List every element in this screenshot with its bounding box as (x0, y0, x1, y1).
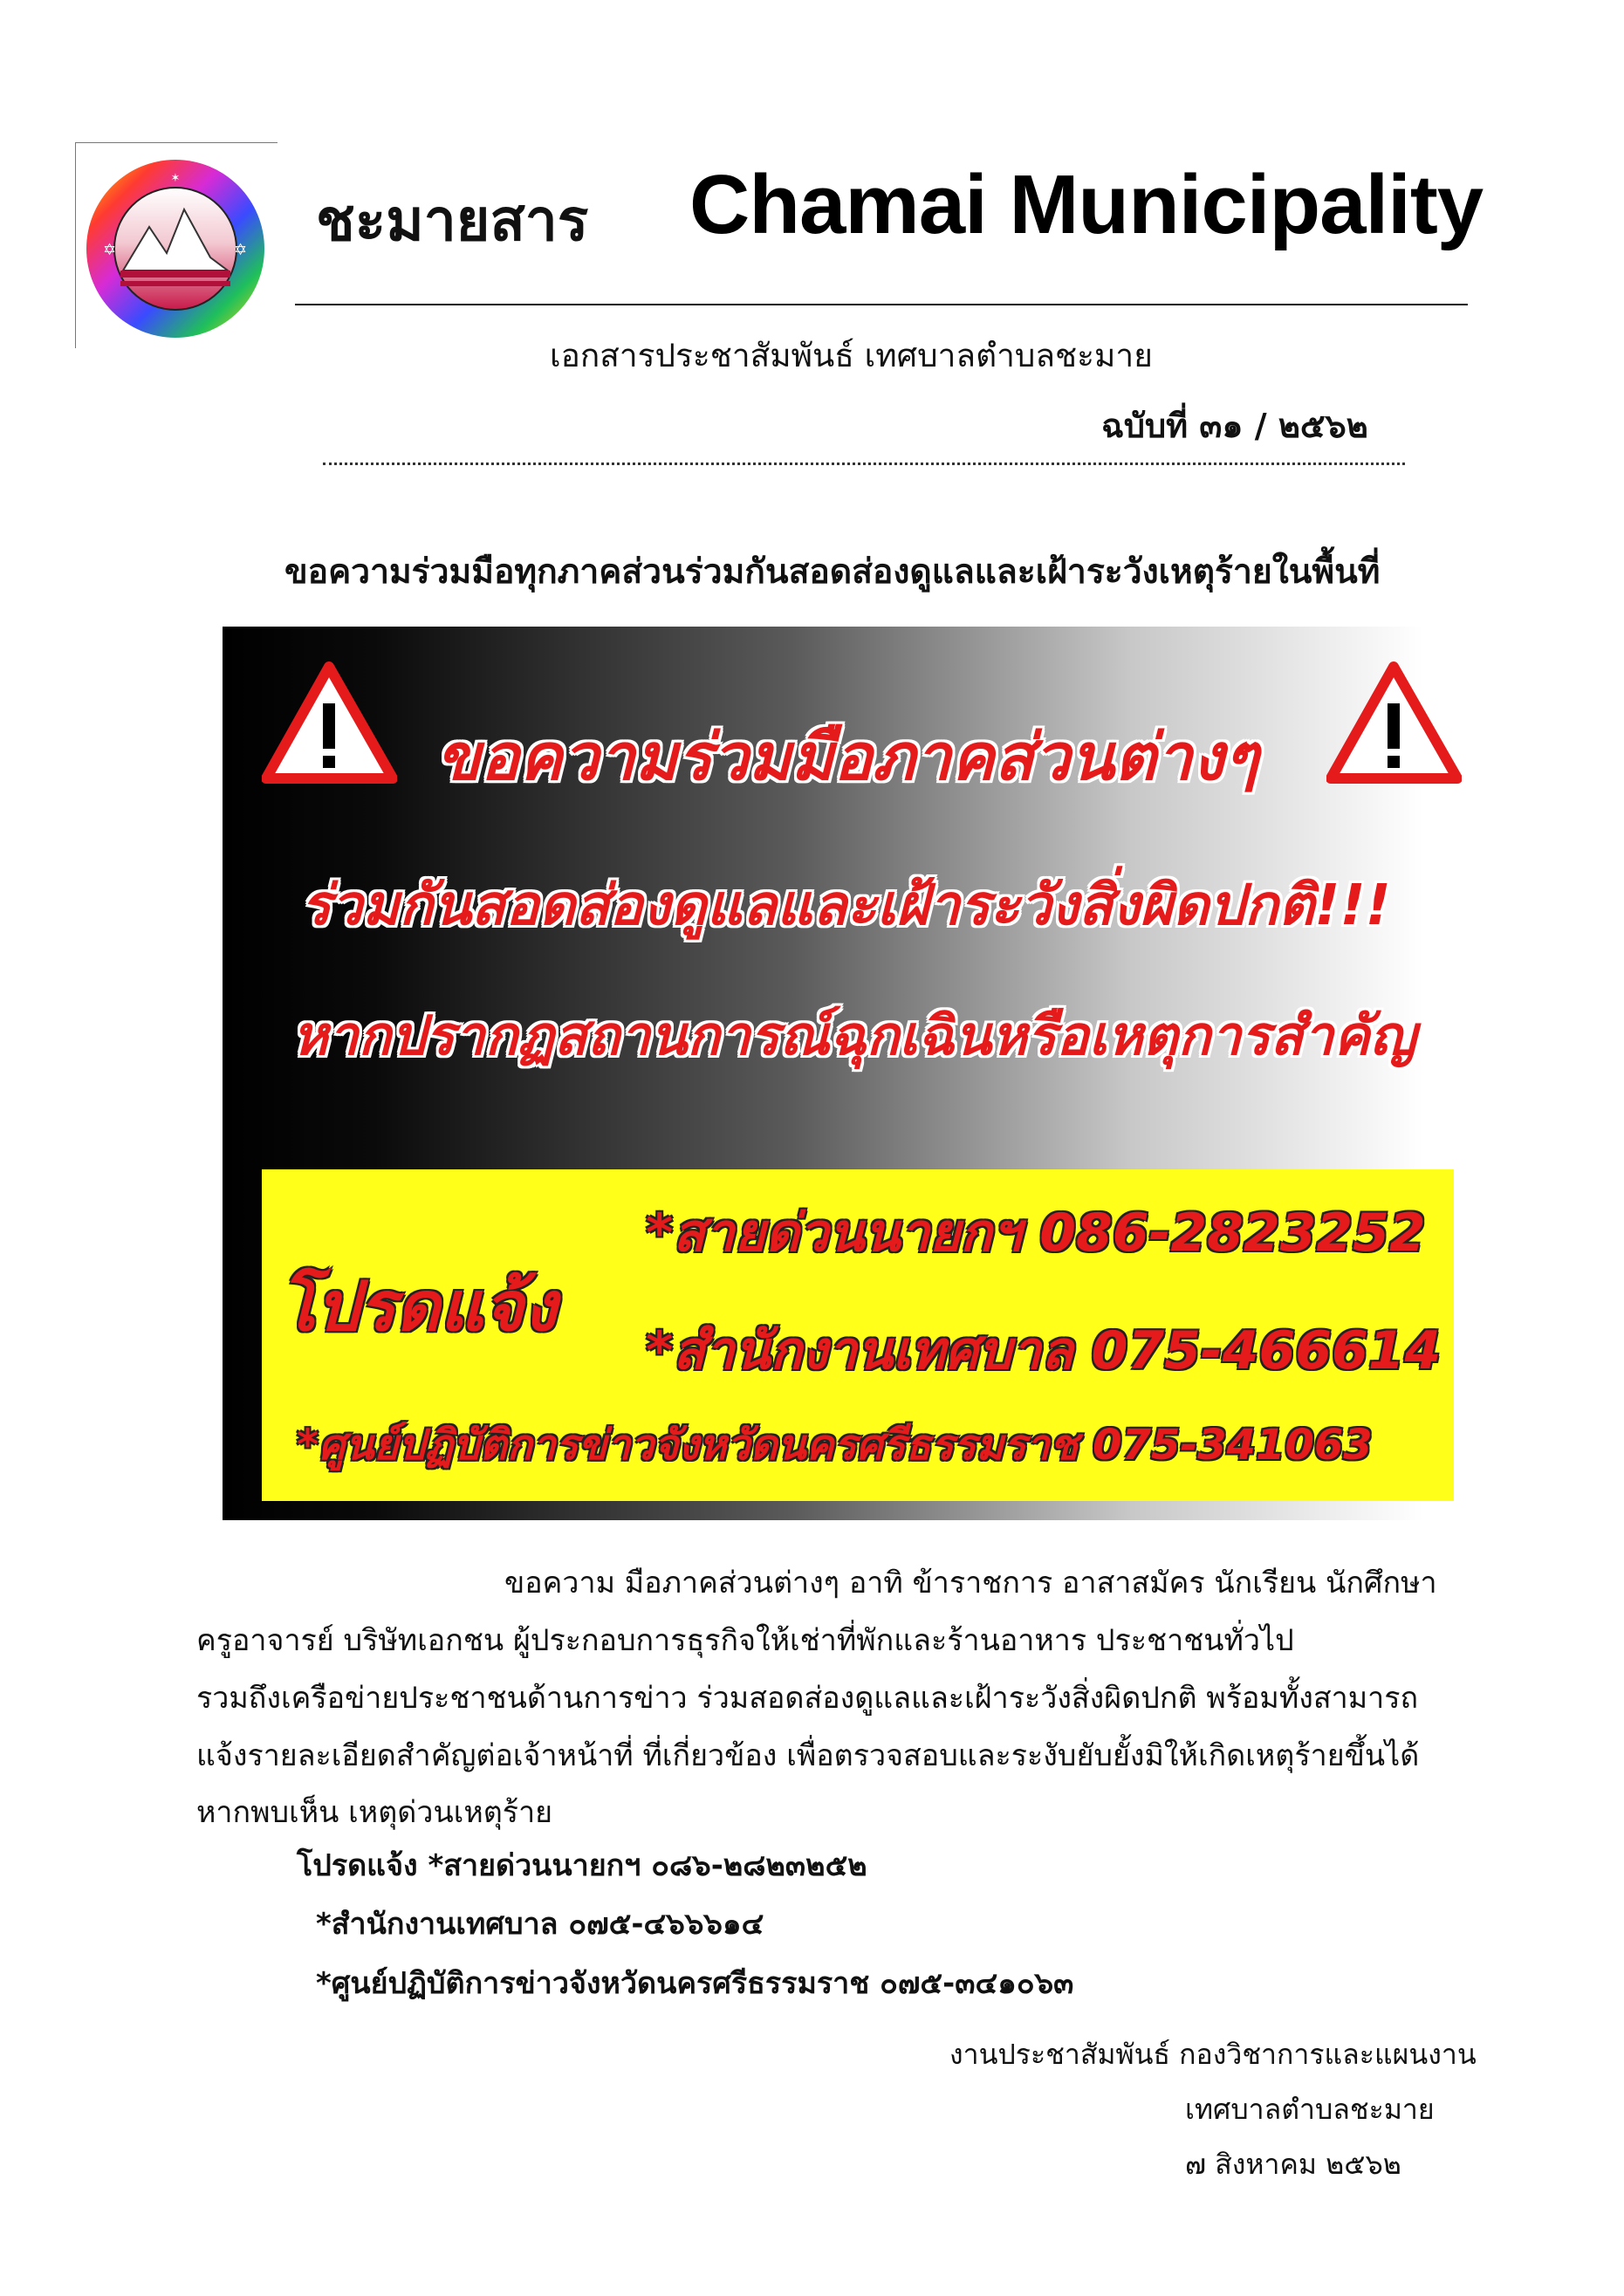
warning-triangle-icon (262, 661, 397, 784)
municipality-logo (84, 157, 267, 340)
contact-box (262, 1169, 1454, 1501)
contact-news-center: *ศูนย์ปฏิบัติการข่าวจังหวัดนครศรีธรรมราช ๐๗๕-๓๔๑๐๖๓ (316, 1966, 1074, 2001)
body-line-1: ขอความ มือภาคส่วนต่างๆ อาทิ ข้าราชการ อาสาสมัคร นักเรียน นักศึกษา (504, 1566, 1437, 1600)
signature-department: งานประชาสัมพันธ์ กองวิชาการและแผนงาน (949, 2038, 1477, 2071)
poster-contact-office: *สำนักงานเทศบาล 075-466614 (646, 1320, 1442, 1381)
poster-contact-mayor: *สายด่วนนายกฯ 086-2823252 (646, 1203, 1426, 1264)
masthead-thai-title: ชะมายสาร (316, 187, 589, 254)
warning-triangle-icon (1326, 661, 1462, 784)
header-divider (295, 304, 1468, 305)
please-notify-label: โปรดแจ้ง (279, 1268, 558, 1347)
svg-text:✶: ✶ (170, 172, 181, 185)
logo-bracket-top (75, 142, 278, 143)
body-line-5: หากพบเห็น เหตุด่วนเหตุร้าย (196, 1795, 553, 1830)
headline: ขอความร่วมมือทุกภาคส่วนร่วมกันสอดส่องดูแลและเฝ้าระวังเหตุร้ายในพื้นที่ (284, 552, 1381, 592)
signature-organization: เทศบาลตำบลชะมาย (1185, 2093, 1435, 2126)
svg-text:✡: ✡ (103, 241, 117, 259)
body-line-2: ครูอาจารย์ บริษัทเอกชน ผู้ประกอบการธุรกิจให้เช่าที่พักและร้านอาหาร ประชาชนทั่วไป (196, 1623, 1294, 1658)
svg-text:✡: ✡ (234, 241, 248, 259)
poster-line-2: ร่วมกันสอดส่องดูแลและเฝ้าระวังสิ่งผิดปกติ!!! (301, 874, 1391, 938)
issue-number: ฉบับที่ ๓๑ / ๒๕๖๒ (1101, 407, 1368, 445)
dotted-divider (323, 463, 1405, 465)
body-line-4: แจ้งรายละเอียดสำคัญต่อเจ้าหน้าที่ ที่เกี่ยวข้อง เพื่อตรวจสอบและระงับยับยั้งมิให้เกิดเหตุร้ายขึ้นได้ (196, 1738, 1420, 1773)
poster-line-3: หากปรากฏสถานการณ์ฉุกเฉินหรือเหตุการสำคัญ (292, 1004, 1416, 1067)
alert-poster (223, 627, 1486, 1520)
document-subtitle: เอกสารประชาสัมพันธ์ เทศบาลตำบลชะมาย (550, 337, 1153, 374)
poster-contact-news-center: *ศูนย์ปฏิบัติการข่าวจังหวัดนครศรีธรรมราช 075-341063 (297, 1421, 1373, 1470)
contact-municipal-office: *สำนักงานเทศบาล ๐๗๕-๔๖๖๖๑๔ (316, 1907, 764, 1942)
body-line-3: รวมถึงเครือข่ายประชาชนด้านการข่าว ร่วมสอดส่องดูแลและเฝ้าระวังสิ่งผิดปกติ พร้อมทั้งสามารถ (196, 1681, 1419, 1716)
signature-date: ๗ สิงหาคม ๒๕๖๒ (1185, 2148, 1401, 2181)
poster-line-1: ขอความร่วมมือภาคส่วนต่างๆ (436, 720, 1259, 795)
contact-mayor-hotline: โปรดแจ้ง *สายด่วนนายกฯ ๐๘๖-๒๘๒๓๒๕๒ (297, 1848, 867, 1883)
logo-bracket-left (75, 142, 76, 348)
masthead-english-title: Chamai Municipality (689, 158, 1484, 251)
